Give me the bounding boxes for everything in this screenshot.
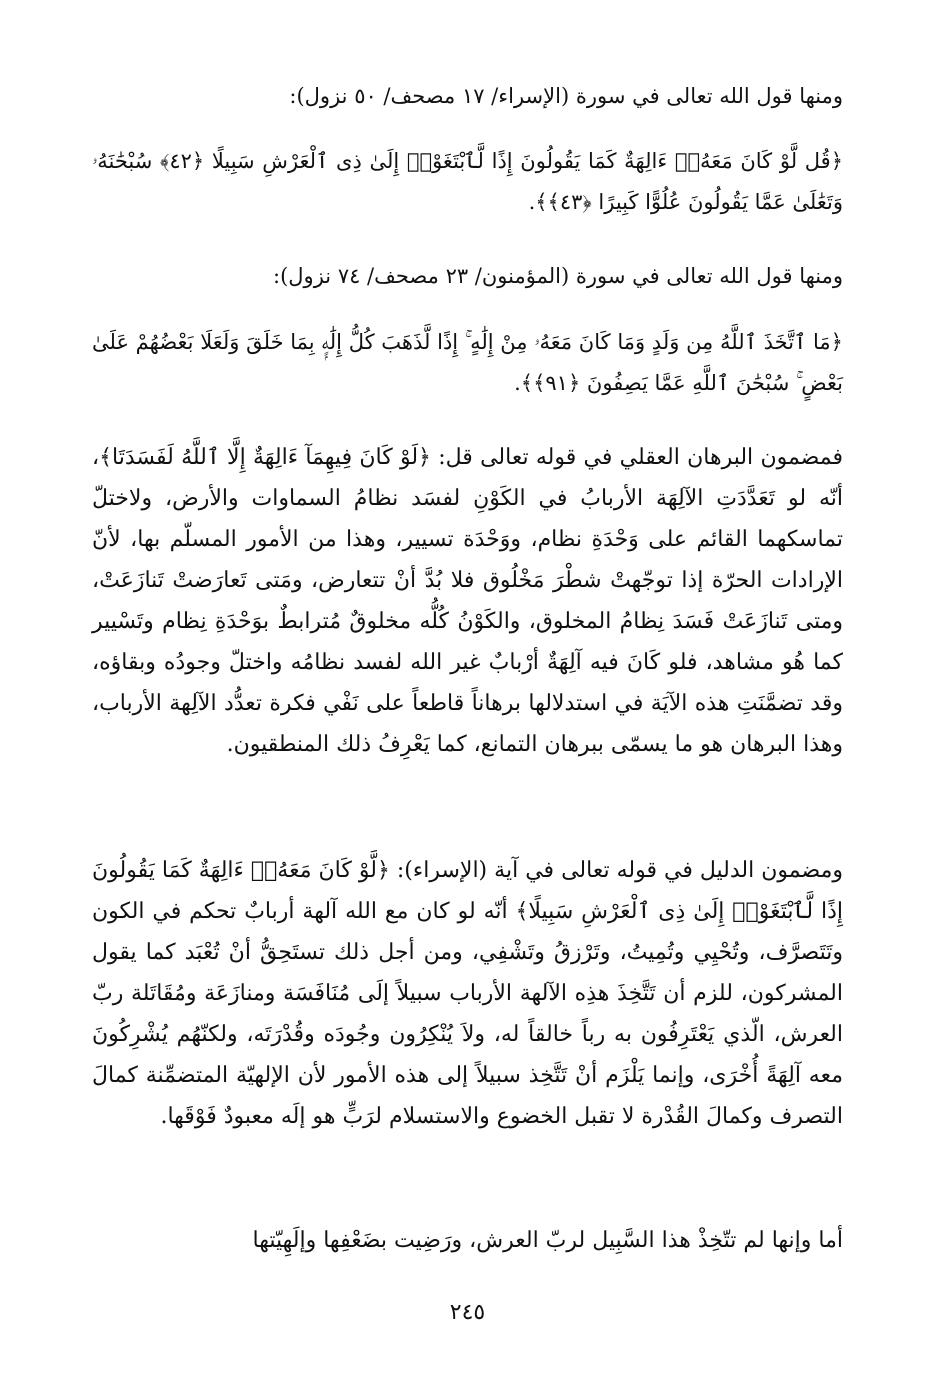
paragraph-isra-evidence: ومضمون الدليل في قوله تعالى في آية (الإسراء): ﴿لَّوْ كَانَ مَعَهُۥٓ ءَالِهَةٌ كَمَا يَقُولُونَ إِذًا لَّٱبْتَغَوْا۟ إِلَىٰ ذِى ٱلْعَرْشِ سَبِيلًا﴾ أنّه لو كان مع الله آلهة أربابٌ تحكم في الكون وتَتَصرَّف، وتُحْيِي وتُمِيتُ، وتَرْزقُ وتَشْفِي، ومن أجل ذلك تستَحِقُّ أنْ تُعْبَد كما يقول المشركون، للزم أن تَتَّخِذَ هذِه الآلهة الأرباب سبيلاً إلَى مُنَافَسَة ومنازَعَة ومُقَاتَلة ربّ العرش، الّذي يَعْتَرِفُون به رباً خالقاً له، ولاَ يُنْكِرُون وجُودَه وقُدْرَتَه، ولكنّهُم يُشْرِكُونَ معه آلِهَةً أُخْرَى، وإنما يَلْزَم أنْ تَتَّخِذ سبيلاً إلى هذه الأمور لأن الإلهيّة المتضمِّنة كمالَ التصرف وكمالَ القُدْرة لا تقبل الخضوع والاستسلام لرَبٍّ هو إلَه معبودٌ فَوْقَها. — [92, 858, 843, 1129]
page-number: ٢٤٥ — [449, 1300, 486, 1325]
quran-verse-isra: ﴿قُل لَّوْ كَانَ مَعَهُۥٓ ءَالِهَةٌ كَمَا يَقُولُونَ إِذًا لَّٱبْتَغَوْا۟ إِلَىٰ ذِى ٱلْعَرْشِ سَبِيلًا ﴿٤٢﴾ سُبْحَٰنَهُۥ وَتَعَٰلَىٰ عَمَّا يَقُولُونَ عُلُوًّا كَبِيرًا ﴿٤٣﴾﴾. — [92, 149, 844, 214]
quran-verse-muminun: ﴿مَا ٱتَّخَذَ ٱللَّهُ مِن وَلَدٍ وَمَا كَانَ مَعَهُۥ مِنْ إِلَٰهٍ ۚ إِذًا لَّذَهَبَ كُلُّ إِلَٰهٍۭ بِمَا خَلَقَ وَلَعَلَا بَعْضُهُمْ عَلَىٰ بَعْضٍ ۚ سُبْحَٰنَ ٱللَّهِ عَمَّا يَصِفُونَ ﴿٩١﴾﴾. — [92, 330, 843, 395]
intro-isra-heading: ومنها قول الله تعالى في سورة (الإسراء/ ١٧ مصحف/ ٥٠ نزول): — [289, 84, 843, 108]
paragraph-rational-proof: فمضمون البرهان العقلي في قوله تعالى قل: ﴿لَوْ كَانَ فِيهِمَآ ءَالِهَةٌ إِلَّا ٱللَّهُ لَفَسَدَتَا﴾، أنّه لو تَعَدَّدَتِ الآلِهَة الأربابُ في الكَوْنِ لفسَد نظامُ السماوات والأرض، ولاختلّ تماسكهما القائم على وَحْدَةِ نظام، ووَحْدَة تسيير، وهذا من الأمور المسلّم بها، لأنّ الإرادات الحرّة إذا توجّهتْ شطْرَ مَخْلُوق فلا بُدَّ أنْ تتعارض، ومَتى تَعارَضتْ تَنازَعَتْ، ومتى تَنازَعَتْ فَسَدَ نِظامُ المخلوق، والكَوْنُ كُلُّه مخلوقٌ مُترابطٌ بوَحْدَةِ نِظام وتَسْيير كما هُو مشاهد، فلو كَانَ فيه آلِهَةٌ أرْبابٌ غير الله لفسد نظامُه واختلّ وجودُه وبقاؤه، وقد تضمَّنَتِ هذه الآيَة في استدلالها برهاناً قاطعاً على نَفْي فكرة تعدُّد الآلِهة الأرباب، وهذا البرهان هو ما يسمّى ببرهان التمانع، كما يَعْرِفُ ذلك المنطقيون. — [92, 445, 843, 757]
paragraph-continuation: أما وإنها لم تتّخِذْ هذا السَّبِيل لربّ العرش، ورَضِيت بضَعْفِها وإلَهِيّتها — [252, 1228, 843, 1253]
intro-muminun-heading: ومنها قول الله تعالى في سورة (المؤمنون/ ٢٣ مصحف/ ٧٤ نزول): — [273, 264, 843, 288]
